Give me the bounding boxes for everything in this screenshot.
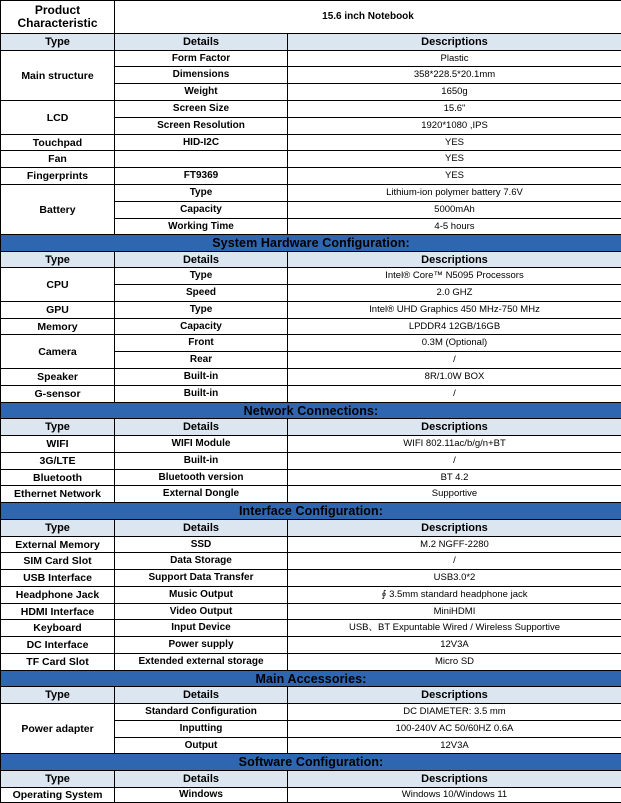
product-characteristic-label: Product Characteristic <box>1 1 115 34</box>
section-title: Network Connections: <box>1 403 621 419</box>
table-row <box>1 570 621 587</box>
row-detail: Dimensions <box>115 67 288 84</box>
column-header-row <box>1 520 621 537</box>
row-detail: Working Time <box>115 219 288 235</box>
row-detail: Windows <box>115 788 288 803</box>
row-description: LPDDR4 12GB/16GB <box>288 319 621 335</box>
row-detail: Power supply <box>115 637 288 654</box>
row-detail: Video Output <box>115 604 288 620</box>
table-row <box>1 185 621 202</box>
row-type: LCD <box>1 101 115 135</box>
header-details: Details <box>115 771 288 788</box>
row-detail: WIFI Module <box>115 436 288 453</box>
row-type: Camera <box>1 335 115 369</box>
row-type: Battery <box>1 185 115 235</box>
row-description: DC DIAMETER: 3.5 mm <box>288 704 621 721</box>
section-header-network <box>1 403 621 419</box>
row-description: Supportive <box>288 486 621 503</box>
row-detail: Extended external storage <box>115 654 288 671</box>
header-details: Details <box>115 520 288 537</box>
row-description: ∮ 3.5mm standard headphone jack <box>288 587 621 604</box>
header-descriptions: Descriptions <box>288 419 621 436</box>
row-description: USB、BT Expuntable Wired / Wireless Supportive <box>288 620 621 637</box>
row-description: 2.0 GHZ <box>288 285 621 302</box>
table-row <box>1 654 621 671</box>
row-type: DC Interface <box>1 637 115 654</box>
header-descriptions: Descriptions <box>288 520 621 537</box>
row-type: Memory <box>1 319 115 335</box>
header-type: Type <box>1 771 115 788</box>
table-row <box>1 620 621 637</box>
table-row <box>1 319 621 335</box>
row-detail: HID-I2C <box>115 135 288 151</box>
row-detail: Built-in <box>115 369 288 386</box>
row-description: 12V3A <box>288 738 621 754</box>
section-header-hardware <box>1 235 621 252</box>
row-type: Headphone Jack <box>1 587 115 604</box>
row-detail: Screen Resolution <box>115 118 288 135</box>
section-title: Main Accessories: <box>1 671 621 687</box>
row-detail: Form Factor <box>115 51 288 67</box>
row-description: / <box>288 386 621 403</box>
header-details: Details <box>115 419 288 436</box>
row-type: GPU <box>1 302 115 319</box>
table-row <box>1 268 621 285</box>
row-detail: Support Data Transfer <box>115 570 288 587</box>
product-row <box>1 1 621 34</box>
row-type: SIM Card Slot <box>1 553 115 570</box>
product-name: 15.6 inch Notebook <box>115 1 621 34</box>
row-description: 12V3A <box>288 637 621 654</box>
row-description: / <box>288 352 621 369</box>
row-type: Speaker <box>1 369 115 386</box>
row-detail: Type <box>115 268 288 285</box>
row-detail: Data Storage <box>115 553 288 570</box>
table-row <box>1 587 621 604</box>
row-type: 3G/LTE <box>1 453 115 470</box>
row-detail: Weight <box>115 84 288 101</box>
header-type: Type <box>1 34 115 51</box>
row-description: WIFI 802.11ac/b/g/n+BT <box>288 436 621 453</box>
row-type: External Memory <box>1 537 115 553</box>
row-description: / <box>288 553 621 570</box>
column-header-row <box>1 34 621 51</box>
row-type: Operating System <box>1 788 115 803</box>
row-detail: Input Device <box>115 620 288 637</box>
row-description: / <box>288 453 621 470</box>
row-detail: Speed <box>115 285 288 302</box>
row-detail: Inputting <box>115 721 288 738</box>
row-detail: Type <box>115 185 288 202</box>
column-header-row <box>1 419 621 436</box>
row-detail: Standard Configuration <box>115 704 288 721</box>
row-type: Keyboard <box>1 620 115 637</box>
row-detail: Bluetooth version <box>115 470 288 486</box>
row-detail: Capacity <box>115 202 288 219</box>
row-description: Plastic <box>288 51 621 67</box>
table-row <box>1 386 621 403</box>
table-row <box>1 604 621 620</box>
row-description: Intel® UHD Graphics 450 MHz-750 MHz <box>288 302 621 319</box>
table-row <box>1 470 621 486</box>
table-row <box>1 537 621 553</box>
column-header-row <box>1 771 621 788</box>
row-description: 4-5 hours <box>288 219 621 235</box>
row-type: HDMI Interface <box>1 604 115 620</box>
row-detail: Built-in <box>115 386 288 403</box>
table-row <box>1 704 621 721</box>
header-descriptions: Descriptions <box>288 771 621 788</box>
section-header-interface <box>1 503 621 520</box>
table-row <box>1 637 621 654</box>
row-description: 358*228.5*20.1mm <box>288 67 621 84</box>
column-header-row <box>1 687 621 704</box>
section-title: Software Configuration: <box>1 754 621 771</box>
header-descriptions: Descriptions <box>288 252 621 268</box>
header-descriptions: Descriptions <box>288 687 621 704</box>
row-description: YES <box>288 168 621 185</box>
table-row <box>1 453 621 470</box>
row-description: 1650g <box>288 84 621 101</box>
header-details: Details <box>115 687 288 704</box>
row-description: YES <box>288 151 621 168</box>
header-type: Type <box>1 419 115 436</box>
row-detail <box>115 151 288 168</box>
section-header-accessories <box>1 671 621 687</box>
table-row <box>1 135 621 151</box>
section-title: System Hardware Configuration: <box>1 235 621 252</box>
row-detail: External Dongle <box>115 486 288 503</box>
row-type: USB Interface <box>1 570 115 587</box>
row-detail: FT9369 <box>115 168 288 185</box>
row-detail: Music Output <box>115 587 288 604</box>
table-row <box>1 553 621 570</box>
table-row <box>1 369 621 386</box>
row-description: 5000mAh <box>288 202 621 219</box>
table-row <box>1 335 621 352</box>
table-row <box>1 486 621 503</box>
row-description: Micro SD <box>288 654 621 671</box>
row-detail: Output <box>115 738 288 754</box>
row-type: Fan <box>1 151 115 168</box>
row-type: Power adapter <box>1 704 115 754</box>
row-description: 8R/1.0W BOX <box>288 369 621 386</box>
table-row <box>1 51 621 67</box>
row-description: 0.3M (Optional) <box>288 335 621 352</box>
row-type: Fingerprints <box>1 168 115 185</box>
table-row <box>1 151 621 168</box>
row-description: Intel® Core™ N5095 Processors <box>288 268 621 285</box>
header-type: Type <box>1 687 115 704</box>
header-type: Type <box>1 252 115 268</box>
table-row <box>1 168 621 185</box>
row-description: USB3.0*2 <box>288 570 621 587</box>
table-row <box>1 302 621 319</box>
row-detail: Screen Size <box>115 101 288 118</box>
header-descriptions: Descriptions <box>288 34 621 51</box>
row-type: WIFI <box>1 436 115 453</box>
section-title: Interface Configuration: <box>1 503 621 520</box>
row-description: BT 4.2 <box>288 470 621 486</box>
row-description: MiniHDMI <box>288 604 621 620</box>
column-header-row <box>1 252 621 268</box>
row-type: Main structure <box>1 51 115 101</box>
row-detail: Front <box>115 335 288 352</box>
header-type: Type <box>1 520 115 537</box>
row-description: Windows 10/Windows 11 <box>288 788 621 803</box>
row-description: M.2 NGFF-2280 <box>288 537 621 553</box>
row-description: 1920*1080 ,IPS <box>288 118 621 135</box>
row-detail: Capacity <box>115 319 288 335</box>
table-row <box>1 101 621 118</box>
row-description: Lithium-ion polymer battery 7.6V <box>288 185 621 202</box>
row-detail: Rear <box>115 352 288 369</box>
row-type: TF Card Slot <box>1 654 115 671</box>
row-detail: SSD <box>115 537 288 553</box>
section-header-software <box>1 754 621 771</box>
row-type: Bluetooth <box>1 470 115 486</box>
table-row <box>1 788 621 803</box>
row-description: YES <box>288 135 621 151</box>
row-detail: Built-in <box>115 453 288 470</box>
row-type: G-sensor <box>1 386 115 403</box>
table-row <box>1 436 621 453</box>
row-type: CPU <box>1 268 115 302</box>
row-type: Touchpad <box>1 135 115 151</box>
row-type: Ethernet Network <box>1 486 115 503</box>
row-description: 15.6" <box>288 101 621 118</box>
row-description: 100-240V AC 50/60HZ 0.6A <box>288 721 621 738</box>
header-details: Details <box>115 252 288 268</box>
header-details: Details <box>115 34 288 51</box>
row-detail: Type <box>115 302 288 319</box>
